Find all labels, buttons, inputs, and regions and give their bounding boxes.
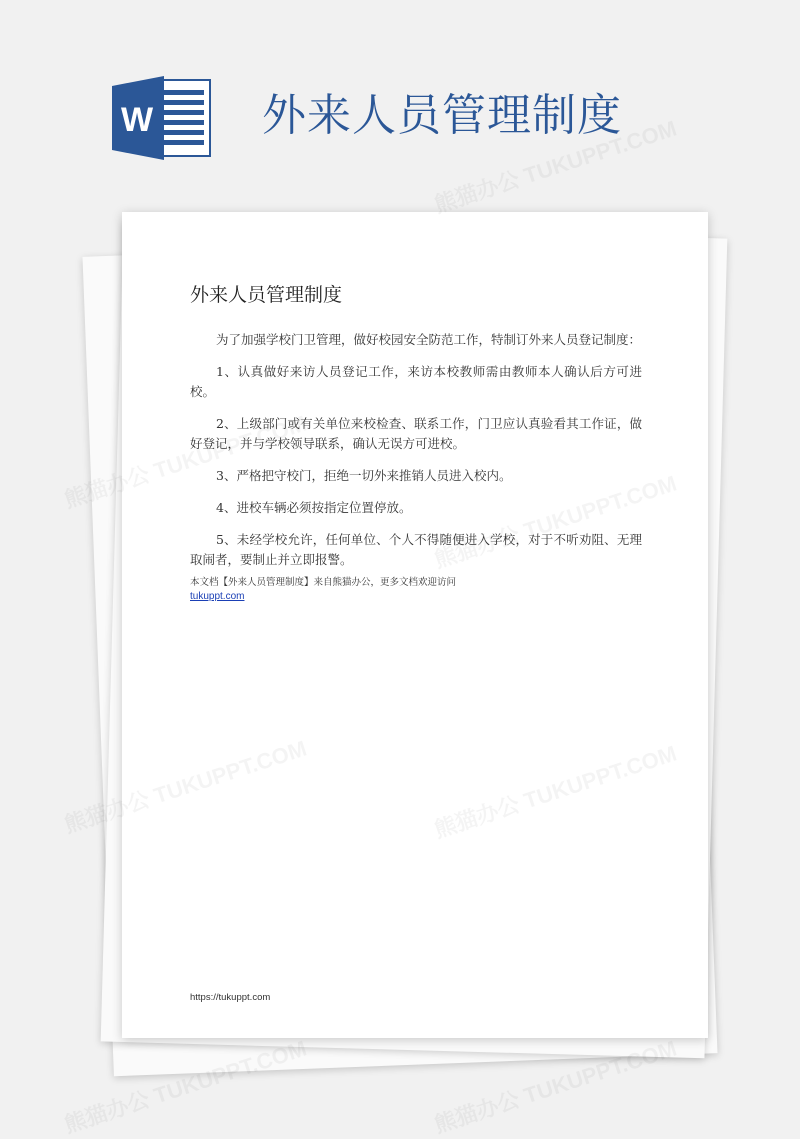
paragraph: 4、进校车辆必须按指定位置停放。 [216, 500, 412, 515]
paragraph: 2、上级部门或有关单位来校检查、联系工作，门卫应认真验看其工作证，做好登记，并与学校领导联系，确认无误方可进校。 [190, 416, 642, 451]
paragraph: 为了加强学校门卫管理，做好校园安全防范工作，特制订外来人员登记制度： [216, 332, 642, 347]
header-title: 外来人员管理制度 [262, 90, 622, 141]
paragraph: 1、认真做好来访人员登记工作，来访本校教师需由教师本人确认后方可进校。 [190, 364, 642, 399]
source-link[interactable]: tukuppt.com [190, 591, 245, 602]
document-page [122, 212, 708, 1038]
paragraph: 3、严格把守校门，拒绝一切外来推销人员进入校内。 [216, 468, 512, 483]
document-body [190, 330, 642, 582]
word-logo-letter: W [120, 101, 154, 139]
document-title: 外来人员管理制度 [190, 284, 343, 306]
paragraph: 5、未经学校允许，任何单位、个人不得随便进入学校，对于不听劝阻、无理取闹者，要制止并立即报警。 [190, 532, 642, 567]
page-url: https://tukuppt.com [190, 992, 271, 1003]
source-note: 本文档【外来人员管理制度】来自熊猫办公，更多文档欢迎访问 [190, 577, 457, 588]
word-logo-icon [112, 76, 212, 160]
